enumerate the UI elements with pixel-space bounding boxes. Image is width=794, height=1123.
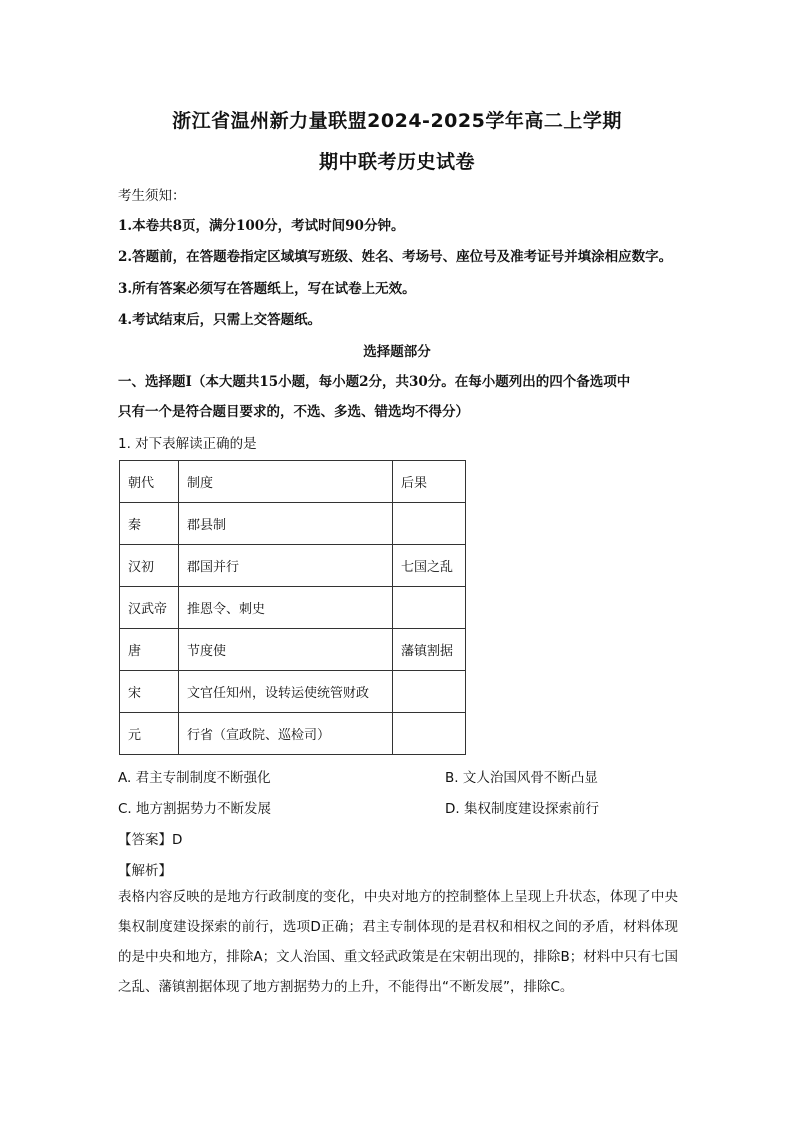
dynasty-system-table <box>119 460 466 755</box>
table-cell: 推恩令、刺史 <box>179 587 393 629</box>
table-cell <box>393 671 466 713</box>
table-row <box>120 629 466 671</box>
option-d: D. 集权制度建设探索前行 <box>445 801 599 817</box>
option-b: B. 文人治国风骨不断凸显 <box>445 770 598 786</box>
table-row <box>120 545 466 587</box>
exam-title-line2: 期中联考历史试卷 <box>318 151 475 173</box>
table-cell: 汉初 <box>120 545 179 587</box>
table-cell: 唐 <box>120 629 179 671</box>
table-cell: 郡县制 <box>179 503 393 545</box>
table-cell: 节度使 <box>179 629 393 671</box>
section-instruction-line1: 一、选择题Ⅰ（本大题共15小题，每小题2分，共30分。在每小题列出的四个备选项中 <box>118 374 631 390</box>
table-header-cell: 后果 <box>393 461 466 503</box>
table-header-cell: 朝代 <box>120 461 179 503</box>
question-stem: 1. 对下表解读正确的是 <box>118 436 257 452</box>
answer-label: 【答案】D <box>118 832 183 848</box>
analysis-text: 表格内容反映的是地方行政制度的变化，中央对地方的控制整体上呈现上升状态，体现了中央集权制度建设探索的前行，选项D正确；君主专制体现的是君权和相权之间的矛盾，材料体现的是中央和地方，排除A；文人治国、重文轻武政策是在宋朝出现的，排除B；材料中只有七国之乱、藩镇割据体现了地方割据势力的上升，不能得出“不断发展”，排除C。 <box>118 889 678 995</box>
notice-item-4: 4.考试结束后，只需上交答题纸。 <box>118 312 322 328</box>
table-row <box>120 671 466 713</box>
table-cell: 郡国并行 <box>179 545 393 587</box>
table-cell: 文官任知州，设转运使统管财政 <box>179 671 393 713</box>
table-header-cell: 制度 <box>179 461 393 503</box>
table-cell <box>393 587 466 629</box>
option-a: A. 君主专制制度不断强化 <box>118 770 271 786</box>
exam-title-line1: 浙江省温州新力量联盟2024-2025学年高二上学期 <box>172 110 622 132</box>
table-row <box>120 713 466 755</box>
table-cell <box>393 713 466 755</box>
notice-item-1: 1.本卷共8页，满分100分，考试时间90分钟。 <box>118 218 405 234</box>
notice-heading: 考生须知： <box>118 188 186 204</box>
table-cell <box>393 503 466 545</box>
option-c: C. 地方割据势力不断发展 <box>118 801 272 817</box>
analysis-heading: 【解析】 <box>118 863 172 879</box>
table-cell: 行省（宣政院、巡检司） <box>179 713 393 755</box>
table-cell: 七国之乱 <box>393 545 466 587</box>
table-cell: 汉武帝 <box>120 587 179 629</box>
table-row <box>120 587 466 629</box>
notice-item-3: 3.所有答案必须写在答题纸上，写在试卷上无效。 <box>118 281 416 297</box>
section-title: 选择题部分 <box>363 344 431 360</box>
table-cell: 宋 <box>120 671 179 713</box>
table-cell: 秦 <box>120 503 179 545</box>
section-instruction-line2: 只有一个是符合题目要求的，不选、多选、错选均不得分） <box>118 404 469 420</box>
table-cell: 藩镇割据 <box>393 629 466 671</box>
table-row <box>120 503 466 545</box>
notice-item-2: 2.答题前，在答题卷指定区域填写班级、姓名、考场号、座位号及准考证号并填涂相应数字。 <box>118 249 673 265</box>
table-header-row <box>120 461 466 503</box>
table-cell: 元 <box>120 713 179 755</box>
